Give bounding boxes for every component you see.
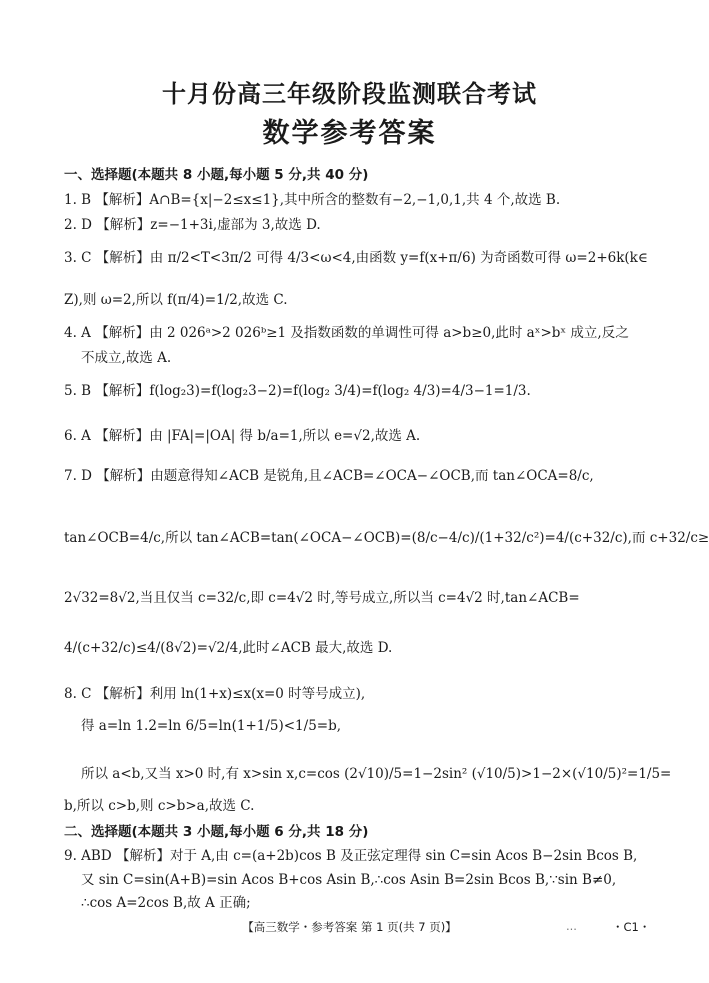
answer-line: 9. ABD 【解析】对于 A,由 c=(a+2b)cos B 及正弦定理得 sin C=sin Acos B−2sin Bcos B, [64,848,638,864]
footer-mark: ... [566,919,577,933]
answer-key-title: 数学参考答案 [262,118,437,149]
answer-line: tan∠OCB=4/c,所以 tan∠ACB=tan(∠OCA−∠OCB)=(8/c−4/c)/(1+32/c²)=4/(c+32/c),而 c+32/c≥ [64,530,709,546]
answer-line: 8. C 【解析】利用 ln(1+x)≤x(x=0 时等号成立), [64,686,366,702]
answer-line: 又 sin C=sin(A+B)=sin Acos B+cos Asin B,∴cos Asin B=2sin Bcos B,∵sin B≠0, [81,872,617,888]
answer-line: 3. C 【解析】由 π/2<T<3π/2 可得 4/3<ω<4,由函数 y=f(x+π/6) 为奇函数可得 ω=2+6k(k∈ [64,250,648,266]
answer-line: 7. D 【解析】由题意得知∠ACB 是锐角,且∠ACB=∠OCA−∠OCB,而 tan∠OCA=8/c, [64,468,594,484]
page-footer: 【高三数学・参考答案 第 1 页(共 7 页)】 [242,920,457,934]
answer-line: 得 a=ln 1.2=ln 6/5=ln(1+1/5)<1/5=b, [81,718,342,734]
exam-title: 十月份高三年级阶段监测联合考试 [162,80,537,108]
answer-line: Z),则 ω=2,所以 f(π/4)=1/2,故选 C. [64,292,288,308]
answer-line: 6. A 【解析】由 |FA|=|OA| 得 b/a=1,所以 e=√2,故选 A. [64,428,421,444]
answer-line: 5. B 【解析】f(log₂3)=f(log₂3−2)=f(log₂ 3/4)=f(log₂ 4/3)=4/3−1=1/3. [64,383,531,399]
answer-line: b,所以 c>b,则 c>b>a,故选 C. [64,798,255,814]
page-code: ・C1・ [612,920,651,934]
answer-line: ∴cos A=2cos B,故 A 正确; [81,895,251,911]
answer-line: 不成立,故选 A. [81,350,172,366]
answer-line: 1. B 【解析】A∩B={x|−2≤x≤1},其中所含的整数有−2,−1,0,1,共 4 个,故选 B. [64,192,561,208]
section-heading-multi: 二、选择题(本题共 3 小题,每小题 6 分,共 18 分) [64,824,369,840]
answer-line: 2√32=8√2,当且仅当 c=32/c,即 c=4√2 时,等号成立,所以当 c=4√2 时,tan∠ACB= [64,590,580,606]
answer-line: 2. D 【解析】z=−1+3i,虚部为 3,故选 D. [64,217,321,233]
answer-line: 所以 a<b,又当 x>0 时,有 x>sin x,c=cos (2√10)/5=1−2sin² (√10/5)>1−2×(√10/5)²=1/5= [81,766,672,782]
section-heading-choice: 一、选择题(本题共 8 小题,每小题 5 分,共 40 分) [64,167,369,183]
answer-line: 4. A 【解析】由 2 026ᵃ>2 026ᵇ≥1 及指数函数的单调性可得 a>b≥0,此时 aˣ>bˣ 成立,反之 [64,325,629,341]
answer-line: 4/(c+32/c)≤4/(8√2)=√2/4,此时∠ACB 最大,故选 D. [64,640,393,656]
